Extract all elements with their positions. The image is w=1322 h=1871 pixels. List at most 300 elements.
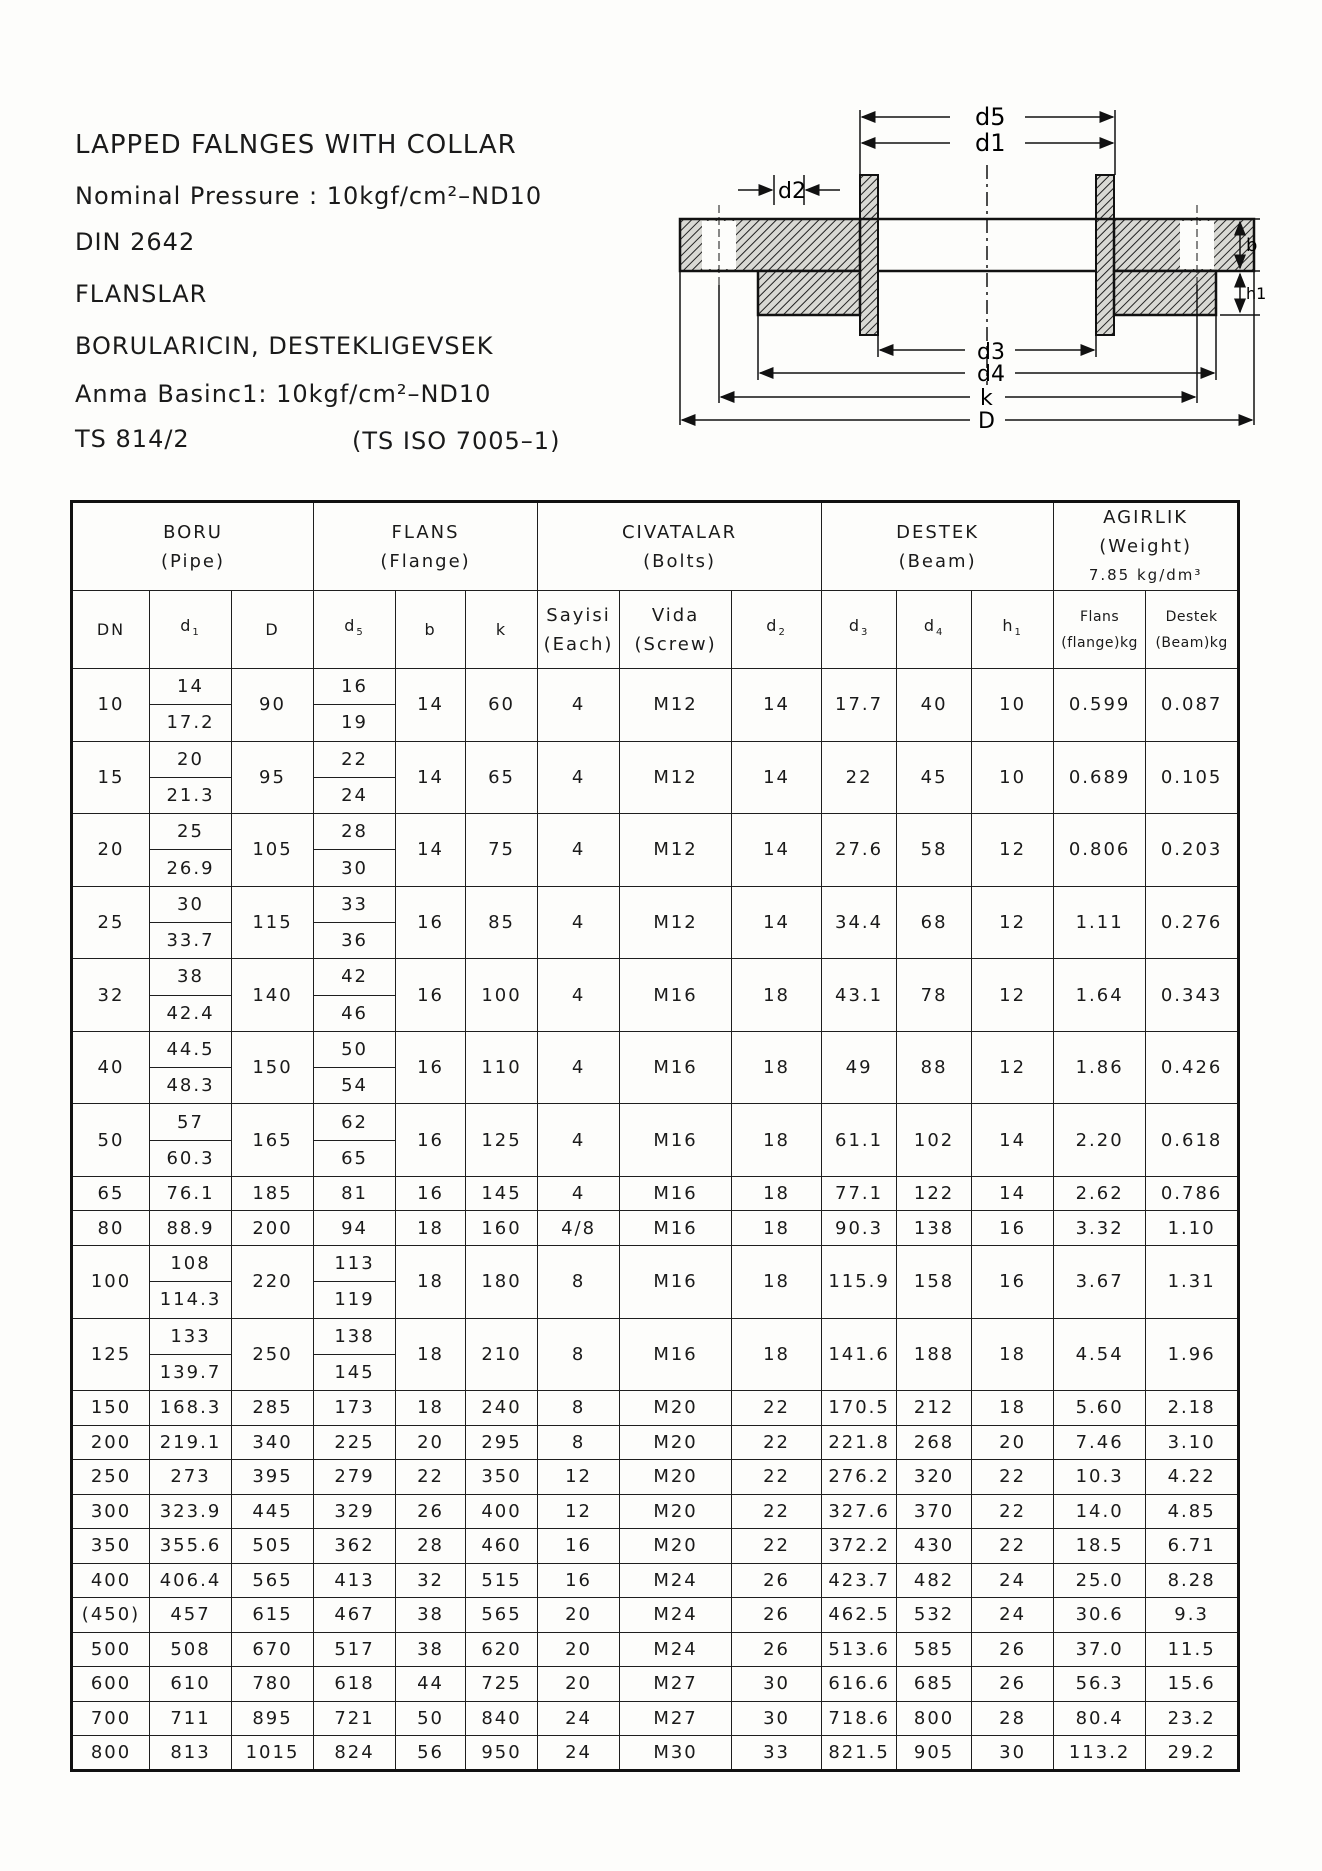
cell-d1: 38 bbox=[150, 959, 232, 995]
cell-h1: 22 bbox=[972, 1529, 1054, 1564]
cell-d1: 44.5 bbox=[150, 1031, 232, 1067]
cell-d3: 34.4 bbox=[822, 886, 897, 959]
tr-title: FLANSLAR bbox=[75, 280, 208, 308]
cell-w_beam: 4.22 bbox=[1146, 1460, 1239, 1495]
table-row bbox=[72, 1598, 1239, 1633]
cell-w_flange: 7.46 bbox=[1054, 1425, 1146, 1460]
col-destek-weight-label: Destek bbox=[1165, 608, 1218, 625]
cell-d1: 26.9 bbox=[150, 850, 232, 886]
cell-b: 16 bbox=[396, 1031, 466, 1104]
cell-w_beam: 11.5 bbox=[1146, 1632, 1239, 1667]
cell-w_flange: 1.86 bbox=[1054, 1031, 1146, 1104]
cell-d2: 30 bbox=[732, 1701, 822, 1736]
cell-D: 1015 bbox=[232, 1736, 314, 1771]
cell-d5: 279 bbox=[314, 1460, 396, 1495]
cell-D: 285 bbox=[232, 1391, 314, 1426]
col-destek-weight bbox=[1146, 591, 1239, 669]
cell-d4: 905 bbox=[897, 1736, 972, 1771]
cell-vida: M20 bbox=[620, 1425, 732, 1460]
cell-d4: 58 bbox=[897, 814, 972, 887]
cell-d1: 57 bbox=[150, 1104, 232, 1140]
cell-dn: (450) bbox=[72, 1598, 150, 1633]
pipe-wall-left bbox=[860, 175, 878, 335]
cell-vida: M20 bbox=[620, 1391, 732, 1426]
cell-sayisi: 8 bbox=[538, 1391, 620, 1426]
cell-w_flange: 4.54 bbox=[1054, 1318, 1146, 1391]
cell-d3: 221.8 bbox=[822, 1425, 897, 1460]
cell-d2: 18 bbox=[732, 1318, 822, 1391]
cell-d3: 462.5 bbox=[822, 1598, 897, 1633]
cell-vida: M24 bbox=[620, 1563, 732, 1598]
cell-d3: 718.6 bbox=[822, 1701, 897, 1736]
cell-d5: 824 bbox=[314, 1736, 396, 1771]
cell-d1: 60.3 bbox=[150, 1140, 232, 1176]
cell-w_flange: 0.689 bbox=[1054, 741, 1146, 814]
cell-w_flange: 18.5 bbox=[1054, 1529, 1146, 1564]
table-row bbox=[72, 1632, 1239, 1667]
cell-d4: 88 bbox=[897, 1031, 972, 1104]
cell-k: 240 bbox=[466, 1391, 538, 1426]
cell-sayisi: 16 bbox=[538, 1529, 620, 1564]
cell-d2: 26 bbox=[732, 1563, 822, 1598]
group-destek-en: (Beam) bbox=[898, 550, 977, 572]
cell-d4: 370 bbox=[897, 1494, 972, 1529]
cell-d2: 26 bbox=[732, 1632, 822, 1667]
tr-subtitle: BORULARICIN, DESTEKLIGEVSEK bbox=[75, 332, 494, 360]
cell-dn: 20 bbox=[72, 814, 150, 887]
cell-h1: 22 bbox=[972, 1460, 1054, 1495]
cell-k: 950 bbox=[466, 1736, 538, 1771]
pipe-wall-right bbox=[1096, 175, 1114, 335]
cell-sayisi: 4 bbox=[538, 741, 620, 814]
cell-dn: 350 bbox=[72, 1529, 150, 1564]
cell-k: 460 bbox=[466, 1529, 538, 1564]
cell-vida: M16 bbox=[620, 1176, 732, 1211]
cell-k: 160 bbox=[466, 1211, 538, 1246]
col-d4: $d_4$ bbox=[897, 591, 972, 669]
cell-w_flange: 3.32 bbox=[1054, 1211, 1146, 1246]
label-b: b bbox=[1246, 235, 1258, 256]
col-k: k bbox=[466, 591, 538, 669]
cell-vida: M16 bbox=[620, 959, 732, 1032]
cell-dn: 600 bbox=[72, 1667, 150, 1702]
dim-d2 bbox=[738, 175, 840, 205]
table-row bbox=[72, 1460, 1239, 1495]
group-flans-en: (Flange) bbox=[380, 550, 471, 572]
cell-w_beam: 15.6 bbox=[1146, 1667, 1239, 1702]
cell-d2: 22 bbox=[732, 1529, 822, 1564]
cell-dn: 65 bbox=[72, 1176, 150, 1211]
col-d5: $d_5$ bbox=[314, 591, 396, 669]
cell-sayisi: 24 bbox=[538, 1701, 620, 1736]
cell-sayisi: 12 bbox=[538, 1460, 620, 1495]
cell-d3: 372.2 bbox=[822, 1529, 897, 1564]
cell-d5: 16 bbox=[314, 669, 396, 705]
cell-k: 65 bbox=[466, 741, 538, 814]
cell-vida: M16 bbox=[620, 1104, 732, 1177]
cell-h1: 26 bbox=[972, 1667, 1054, 1702]
cell-D: 615 bbox=[232, 1598, 314, 1633]
cell-sayisi: 8 bbox=[538, 1425, 620, 1460]
table-row bbox=[72, 1211, 1239, 1246]
cell-sayisi: 4 bbox=[538, 1031, 620, 1104]
col-d1: $d_1$ bbox=[150, 591, 232, 669]
cell-d1: 88.9 bbox=[150, 1211, 232, 1246]
cell-vida: M20 bbox=[620, 1460, 732, 1495]
cell-b: 32 bbox=[396, 1563, 466, 1598]
cell-D: 185 bbox=[232, 1176, 314, 1211]
cell-d2: 18 bbox=[732, 1176, 822, 1211]
table-row bbox=[72, 1425, 1239, 1460]
cell-vida: M16 bbox=[620, 1211, 732, 1246]
cell-k: 180 bbox=[466, 1245, 538, 1318]
cell-D: 95 bbox=[232, 741, 314, 814]
group-flans bbox=[314, 502, 538, 591]
cell-k: 85 bbox=[466, 886, 538, 959]
cell-vida: M27 bbox=[620, 1701, 732, 1736]
cell-D: 105 bbox=[232, 814, 314, 887]
cell-d5: 119 bbox=[314, 1282, 396, 1318]
cell-h1: 30 bbox=[972, 1736, 1054, 1771]
group-agirlik bbox=[1054, 502, 1239, 591]
cell-d4: 320 bbox=[897, 1460, 972, 1495]
cell-dn: 125 bbox=[72, 1318, 150, 1391]
col-dn: DN bbox=[72, 591, 150, 669]
cell-b: 26 bbox=[396, 1494, 466, 1529]
cell-d2: 30 bbox=[732, 1667, 822, 1702]
cell-d1: 76.1 bbox=[150, 1176, 232, 1211]
cell-sayisi: 12 bbox=[538, 1494, 620, 1529]
label-h1: h1 bbox=[1246, 284, 1267, 303]
cell-d5: 329 bbox=[314, 1494, 396, 1529]
cell-d1: 406.4 bbox=[150, 1563, 232, 1598]
cell-w_beam: 23.2 bbox=[1146, 1701, 1239, 1736]
group-destek-label: DESTEK bbox=[896, 521, 980, 543]
cell-d1: 30 bbox=[150, 886, 232, 922]
cell-vida: M16 bbox=[620, 1031, 732, 1104]
cell-dn: 100 bbox=[72, 1245, 150, 1318]
table-row bbox=[72, 1529, 1239, 1564]
cell-b: 14 bbox=[396, 814, 466, 887]
cell-d5: 145 bbox=[314, 1354, 396, 1390]
cell-sayisi: 4/8 bbox=[538, 1211, 620, 1246]
cell-d4: 800 bbox=[897, 1701, 972, 1736]
cell-sayisi: 4 bbox=[538, 814, 620, 887]
cell-h1: 10 bbox=[972, 669, 1054, 742]
anma-basinci: Anma Basinc1: 10kgf/cm²–ND10 bbox=[75, 380, 492, 408]
cell-d5: 467 bbox=[314, 1598, 396, 1633]
table-row bbox=[72, 741, 1239, 777]
cell-b: 18 bbox=[396, 1211, 466, 1246]
cell-vida: M12 bbox=[620, 669, 732, 742]
group-boru bbox=[72, 502, 314, 591]
cell-b: 44 bbox=[396, 1667, 466, 1702]
cell-h1: 26 bbox=[972, 1632, 1054, 1667]
cell-d4: 45 bbox=[897, 741, 972, 814]
cell-w_flange: 2.20 bbox=[1054, 1104, 1146, 1177]
group-boru-en: (Pipe) bbox=[161, 550, 226, 572]
cell-sayisi: 4 bbox=[538, 1176, 620, 1211]
col-D: D bbox=[232, 591, 314, 669]
cell-d2: 18 bbox=[732, 1104, 822, 1177]
cell-sayisi: 16 bbox=[538, 1563, 620, 1598]
cell-d4: 102 bbox=[897, 1104, 972, 1177]
cell-k: 75 bbox=[466, 814, 538, 887]
cell-dn: 250 bbox=[72, 1460, 150, 1495]
label-d3: d3 bbox=[977, 340, 1005, 365]
cell-dn: 40 bbox=[72, 1031, 150, 1104]
cell-d1: 33.7 bbox=[150, 922, 232, 958]
cell-d3: 43.1 bbox=[822, 959, 897, 1032]
nominal-pressure: Nominal Pressure : 10kgf/cm²–ND10 bbox=[75, 182, 543, 210]
cell-sayisi: 20 bbox=[538, 1598, 620, 1633]
cell-d3: 513.6 bbox=[822, 1632, 897, 1667]
cell-dn: 32 bbox=[72, 959, 150, 1032]
col-sayisi bbox=[538, 591, 620, 669]
cell-k: 350 bbox=[466, 1460, 538, 1495]
cell-D: 670 bbox=[232, 1632, 314, 1667]
cell-dn: 800 bbox=[72, 1736, 150, 1771]
cell-w_beam: 3.10 bbox=[1146, 1425, 1239, 1460]
cell-d1: 219.1 bbox=[150, 1425, 232, 1460]
group-agirlik-en: 7.85 kg/dm³ bbox=[1088, 566, 1203, 584]
cell-vida: M24 bbox=[620, 1632, 732, 1667]
group-boru-label: BORU bbox=[163, 521, 223, 543]
cell-d5: 225 bbox=[314, 1425, 396, 1460]
table-row bbox=[72, 1391, 1239, 1426]
cell-w_beam: 6.71 bbox=[1146, 1529, 1239, 1564]
cell-D: 780 bbox=[232, 1667, 314, 1702]
cell-dn: 150 bbox=[72, 1391, 150, 1426]
cell-d1: 114.3 bbox=[150, 1282, 232, 1318]
cell-w_flange: 1.64 bbox=[1054, 959, 1146, 1032]
cell-d3: 17.7 bbox=[822, 669, 897, 742]
cell-dn: 400 bbox=[72, 1563, 150, 1598]
cell-dn: 80 bbox=[72, 1211, 150, 1246]
table-row bbox=[72, 1667, 1239, 1702]
table-row bbox=[72, 1701, 1239, 1736]
cell-k: 110 bbox=[466, 1031, 538, 1104]
cell-vida: M12 bbox=[620, 741, 732, 814]
cell-sayisi: 24 bbox=[538, 1736, 620, 1771]
cell-d5: 19 bbox=[314, 705, 396, 741]
cell-d3: 821.5 bbox=[822, 1736, 897, 1771]
cell-d2: 18 bbox=[732, 1245, 822, 1318]
cell-d5: 50 bbox=[314, 1031, 396, 1067]
col-sayisi-en: (Each) bbox=[543, 633, 614, 655]
cell-dn: 10 bbox=[72, 669, 150, 742]
iso-standard: (TS ISO 7005–1) bbox=[352, 427, 561, 455]
flange-cross-section-diagram bbox=[680, 95, 1267, 475]
cell-b: 28 bbox=[396, 1529, 466, 1564]
cell-d4: 482 bbox=[897, 1563, 972, 1598]
cell-D: 250 bbox=[232, 1318, 314, 1391]
cell-b: 22 bbox=[396, 1460, 466, 1495]
cell-d4: 188 bbox=[897, 1318, 972, 1391]
cell-d1: 323.9 bbox=[150, 1494, 232, 1529]
cell-b: 38 bbox=[396, 1598, 466, 1633]
cell-d5: 24 bbox=[314, 777, 396, 813]
label-d1: d1 bbox=[975, 129, 1006, 157]
cell-b: 16 bbox=[396, 1104, 466, 1177]
cell-b: 18 bbox=[396, 1391, 466, 1426]
cell-d3: 170.5 bbox=[822, 1391, 897, 1426]
cell-h1: 12 bbox=[972, 959, 1054, 1032]
cell-d4: 268 bbox=[897, 1425, 972, 1460]
cell-d1: 508 bbox=[150, 1632, 232, 1667]
ts-standard: TS 814/2 bbox=[75, 425, 190, 453]
cell-d1: 20 bbox=[150, 741, 232, 777]
cell-d3: 141.6 bbox=[822, 1318, 897, 1391]
cell-d5: 94 bbox=[314, 1211, 396, 1246]
cell-w_flange: 37.0 bbox=[1054, 1632, 1146, 1667]
cell-d5: 362 bbox=[314, 1529, 396, 1564]
group-civatalar bbox=[538, 502, 822, 591]
group-civatalar-label: CIVATALAR bbox=[621, 521, 738, 543]
cell-d1: 17.2 bbox=[150, 705, 232, 741]
cell-d5: 413 bbox=[314, 1563, 396, 1598]
cell-k: 565 bbox=[466, 1598, 538, 1633]
col-vida-label: Vida bbox=[651, 604, 700, 626]
cell-w_flange: 80.4 bbox=[1054, 1701, 1146, 1736]
cell-d4: 685 bbox=[897, 1667, 972, 1702]
cell-w_flange: 0.599 bbox=[1054, 669, 1146, 742]
cell-b: 18 bbox=[396, 1245, 466, 1318]
cell-w_beam: 0.105 bbox=[1146, 741, 1239, 814]
cell-h1: 10 bbox=[972, 741, 1054, 814]
label-d4: d4 bbox=[977, 362, 1005, 387]
cell-d1: 610 bbox=[150, 1667, 232, 1702]
cell-d3: 27.6 bbox=[822, 814, 897, 887]
cell-d1: 168.3 bbox=[150, 1391, 232, 1426]
cell-k: 725 bbox=[466, 1667, 538, 1702]
cell-d1: 139.7 bbox=[150, 1354, 232, 1390]
table-row bbox=[72, 669, 1239, 705]
cell-D: 220 bbox=[232, 1245, 314, 1318]
cell-w_flange: 14.0 bbox=[1054, 1494, 1146, 1529]
cell-vida: M12 bbox=[620, 814, 732, 887]
cell-h1: 16 bbox=[972, 1211, 1054, 1246]
label-k: k bbox=[980, 386, 993, 411]
cell-w_beam: 0.276 bbox=[1146, 886, 1239, 959]
cell-d5: 618 bbox=[314, 1667, 396, 1702]
cell-dn: 300 bbox=[72, 1494, 150, 1529]
table-row bbox=[72, 1736, 1239, 1771]
cell-h1: 20 bbox=[972, 1425, 1054, 1460]
cell-k: 840 bbox=[466, 1701, 538, 1736]
cell-b: 16 bbox=[396, 959, 466, 1032]
cell-d3: 49 bbox=[822, 1031, 897, 1104]
group-destek bbox=[822, 502, 1054, 591]
cell-d5: 721 bbox=[314, 1701, 396, 1736]
cell-b: 38 bbox=[396, 1632, 466, 1667]
cell-h1: 14 bbox=[972, 1176, 1054, 1211]
cell-d1: 21.3 bbox=[150, 777, 232, 813]
table-row bbox=[72, 814, 1239, 850]
cell-d5: 54 bbox=[314, 1068, 396, 1104]
cell-sayisi: 4 bbox=[538, 959, 620, 1032]
flange-spec-table bbox=[70, 500, 1240, 1772]
cell-vida: M27 bbox=[620, 1667, 732, 1702]
cell-w_beam: 2.18 bbox=[1146, 1391, 1239, 1426]
cell-d5: 42 bbox=[314, 959, 396, 995]
cell-d2: 14 bbox=[732, 741, 822, 814]
cell-h1: 12 bbox=[972, 1031, 1054, 1104]
cell-D: 150 bbox=[232, 1031, 314, 1104]
cell-D: 200 bbox=[232, 1211, 314, 1246]
table-row bbox=[72, 1031, 1239, 1067]
cell-w_beam: 1.31 bbox=[1146, 1245, 1239, 1318]
cell-w_beam: 0.426 bbox=[1146, 1031, 1239, 1104]
cell-vida: M16 bbox=[620, 1245, 732, 1318]
cell-dn: 200 bbox=[72, 1425, 150, 1460]
cell-k: 295 bbox=[466, 1425, 538, 1460]
cell-dn: 15 bbox=[72, 741, 150, 814]
cell-d4: 212 bbox=[897, 1391, 972, 1426]
cell-dn: 700 bbox=[72, 1701, 150, 1736]
cell-d2: 14 bbox=[732, 814, 822, 887]
din-standard: DIN 2642 bbox=[75, 228, 196, 256]
cell-h1: 12 bbox=[972, 886, 1054, 959]
cell-b: 14 bbox=[396, 669, 466, 742]
cell-d5: 30 bbox=[314, 850, 396, 886]
table-row bbox=[72, 1494, 1239, 1529]
cell-sayisi: 20 bbox=[538, 1632, 620, 1667]
cell-d1: 711 bbox=[150, 1701, 232, 1736]
cell-D: 565 bbox=[232, 1563, 314, 1598]
cell-w_beam: 0.343 bbox=[1146, 959, 1239, 1032]
table-row bbox=[72, 1563, 1239, 1598]
cell-sayisi: 4 bbox=[538, 669, 620, 742]
cell-d1: 355.6 bbox=[150, 1529, 232, 1564]
cell-w_beam: 0.203 bbox=[1146, 814, 1239, 887]
cell-vida: M20 bbox=[620, 1529, 732, 1564]
cell-w_beam: 9.3 bbox=[1146, 1598, 1239, 1633]
label-D: D bbox=[978, 409, 995, 434]
cell-w_beam: 1.96 bbox=[1146, 1318, 1239, 1391]
cell-d5: 62 bbox=[314, 1104, 396, 1140]
cell-k: 400 bbox=[466, 1494, 538, 1529]
cell-d5: 517 bbox=[314, 1632, 396, 1667]
col-vida-en: (Screw) bbox=[634, 633, 717, 655]
cell-b: 18 bbox=[396, 1318, 466, 1391]
cell-d2: 18 bbox=[732, 959, 822, 1032]
cell-d3: 61.1 bbox=[822, 1104, 897, 1177]
cell-sayisi: 8 bbox=[538, 1318, 620, 1391]
dim-d1 bbox=[862, 129, 1113, 157]
cell-d5: 113 bbox=[314, 1245, 396, 1281]
cell-b: 56 bbox=[396, 1736, 466, 1771]
cell-w_flange: 113.2 bbox=[1054, 1736, 1146, 1771]
cell-D: 340 bbox=[232, 1425, 314, 1460]
cell-w_flange: 5.60 bbox=[1054, 1391, 1146, 1426]
cell-w_beam: 0.618 bbox=[1146, 1104, 1239, 1177]
cell-d2: 14 bbox=[732, 886, 822, 959]
cell-dn: 25 bbox=[72, 886, 150, 959]
cell-h1: 28 bbox=[972, 1701, 1054, 1736]
col-flans-weight-label: Flans bbox=[1080, 608, 1120, 625]
cell-d1: 273 bbox=[150, 1460, 232, 1495]
cell-d4: 532 bbox=[897, 1598, 972, 1633]
cell-w_flange: 2.62 bbox=[1054, 1176, 1146, 1211]
cell-d3: 115.9 bbox=[822, 1245, 897, 1318]
cell-d4: 158 bbox=[897, 1245, 972, 1318]
group-agirlik-label: AGIRLIK (Weight) bbox=[1099, 507, 1192, 557]
table-row bbox=[72, 1245, 1239, 1281]
cell-w_flange: 25.0 bbox=[1054, 1563, 1146, 1598]
col-flans-weight-en: (flange)kg bbox=[1061, 634, 1138, 651]
col-destek-weight-en: (Beam)kg bbox=[1155, 634, 1228, 651]
